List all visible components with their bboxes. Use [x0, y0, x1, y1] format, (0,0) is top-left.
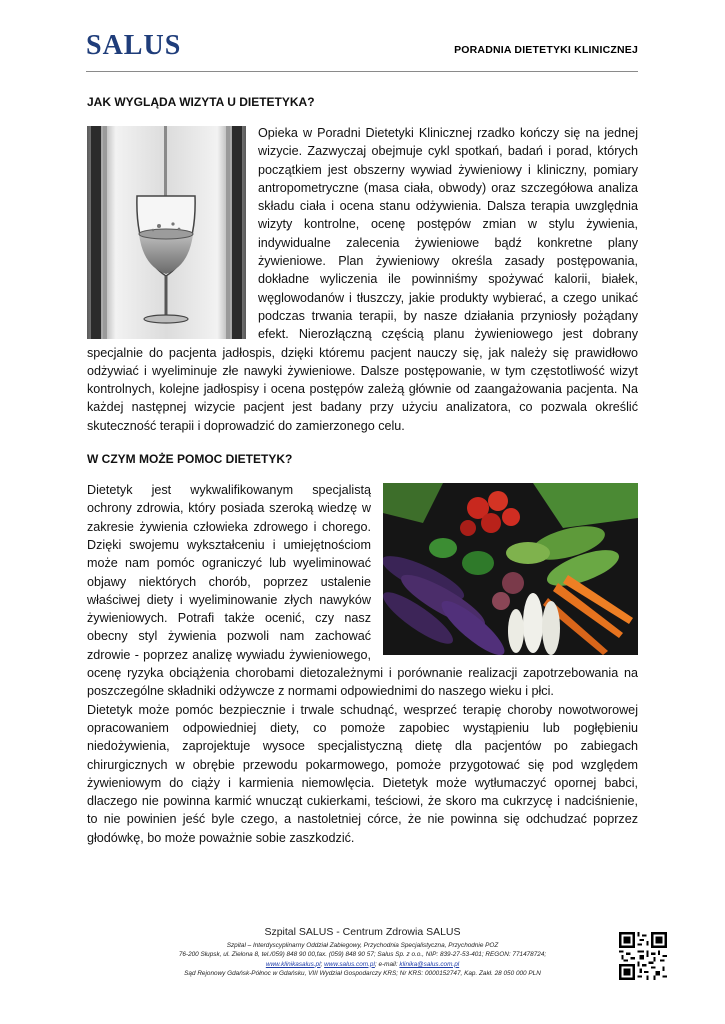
header-divider — [86, 71, 638, 72]
qr-code-icon — [619, 932, 667, 980]
qr-code — [619, 932, 667, 980]
footer-line1: Szpital – Interdyscyplinarny Oddział Zabiegowy, Przychodnia Specjalistyczna, Przychodnie POZ — [226, 942, 499, 949]
section2-heading: W CZYM MOŻE POMOC DIETETYK? — [87, 452, 293, 467]
wine-glass-illustration — [87, 126, 246, 339]
header-title: PORADNIA DIETETYKI KLINICZNEJ — [454, 44, 638, 56]
link-separator: ; — [320, 960, 325, 968]
logo-text: SALUS — [86, 30, 182, 61]
footer — [120, 926, 605, 979]
salus-logo — [86, 30, 181, 62]
email-link[interactable]: klinika@salus.com.pl — [399, 960, 460, 968]
footer-title: Szpital SALUS - Centrum Zdrowia SALUS — [264, 926, 461, 938]
footer-line2: 76-200 Słupsk, ul. Zielona 8, tel./059) 848 90 00,fax. (059) 848 90 57; Salus Sp. z o.o., NIP: 839-27-53-401; REGON: 771478724; — [178, 951, 547, 959]
section1 — [87, 124, 638, 435]
vegetables-photo — [383, 483, 638, 655]
section1-body: Opieka w Poradni Dietetyki Klinicznej rzadko kończy się na jednej wizycie. Zazwyczaj obejmuje cykl spotkań, badań i porad, których początkiem jest obszerny wywiad żywieniowy i kliniczny, pomiary antropometryczne (masa ciała, obwody) oraz szczegółowa analiza składu ciała i ocena stanu odżywienia. Dalsza terapia uwzględnia wizyty kontrolne, ocenę postępów zmian w stylu żywienia, indywidualne zalecenia żywieniowe bądź konkretne plany żywieniowe. Plan żywieniowy określa zasady postępowania, dokładne wyliczenia ile powinniśmy spożywać kalorii, białek, węglowodanów i tłuszczy, jakie produkty wybierać, a czego unikać podczas trwania terapii, by nasze działania przyniosły pożądany efekt. Nierozłączną częścią planu żywieniowego jest dobrany specjalnie do pacjenta jadłospis, dzięki któremu pacjent nauczy się, jak należy się prawidłowo odżywiać i wyeliminuje złe nawyki żywieniowe. Dalsze postępowanie, w tym częstotliwość wizyt kontrolnych, kolejne jadłospisy i ocena postępów zależą głównie od zaangażowania pacjenta. Na każdej następnej wizycie pacjent jest badany przy użyciu analizatora, co pozwala określić skuteczność terapii i doprowadzić do zamierzonego celu. — [87, 126, 638, 433]
section2 — [87, 481, 638, 847]
website-link-salus[interactable]: www.salus.com.pl — [324, 960, 375, 968]
website-link-klinikasalus[interactable]: www.klinikasalus.pl — [265, 960, 321, 968]
footer-line4: Sąd Rejonowy Gdańsk-Północ w Gdańsku, VIII Wydział Gospodarczy KRS; Nr KRS: 0000152747, Kap. Zakł. 28 050 000 PLN — [184, 970, 541, 978]
section2-paragraph2: Dietetyk może pomóc bezpiecznie i trwale schudnąć, wesprzeć terapię choroby nowotworowej opracowaniem odpowiedniej diety, co pomoże zapobiec wystąpieniu lub pogłębieniu niedożywienia, zaprojektuje wysoce specjalistyczną dietę dla pacjentów po zabiegach chirurgicznych w obrębie przewodu pokarmowego, pomoże przygotować się pod względem żywieniowym do ciąży i karmienia niemowlęcia. Dietetyk może wytłumaczyć opornej babci, dlaczego nie powinna karmić wnucząt cukierkami, teściowi, że skoro ma cukrzycę i nadciśnienie, to nie powinien jeść byle czego, a nastoletniej córce, że nie powinna się odchudzać poprzez głodówkę, bo może poważnie sobie zaszkodzić. — [87, 702, 638, 845]
document-body — [87, 94, 638, 847]
section1-heading: JAK WYGLĄDA WIZYTA U DIETETYKA? — [87, 95, 315, 109]
wine-glass-photo — [87, 126, 246, 339]
email-label: ; e-mail: — [374, 960, 400, 968]
vegetables-illustration — [383, 483, 638, 655]
footer-line3 — [120, 960, 605, 969]
section2-paragraph1: Dietetyk jest wykwalifikowanym specjalistą ochrony zdrowia, który posiada szeroką wiedzę w zakresie żywienia człowieka zdrowego i chorego. Dzięki swojemu wykształceniu i umiejętnościom może nam pomóc ograniczyć lub wyeliminować objawy niektórych chorób, poprzez ustalenie właściwej diety i wyeliminowanie złych nawyków żywieniowych. Potrafi także ocenić, czy nasz obecny styl żywienia pozwoli nam zachować zdrowie - poprzez analizę wywiadu żywieniowego, ocenę ryzyka obciążenia chorobami dietozależnymi i porównanie realizacji zapotrzebowania na poszczególne składniki odżywcze z normami odpowiednimi do naszego wieku i płci. — [87, 483, 638, 699]
